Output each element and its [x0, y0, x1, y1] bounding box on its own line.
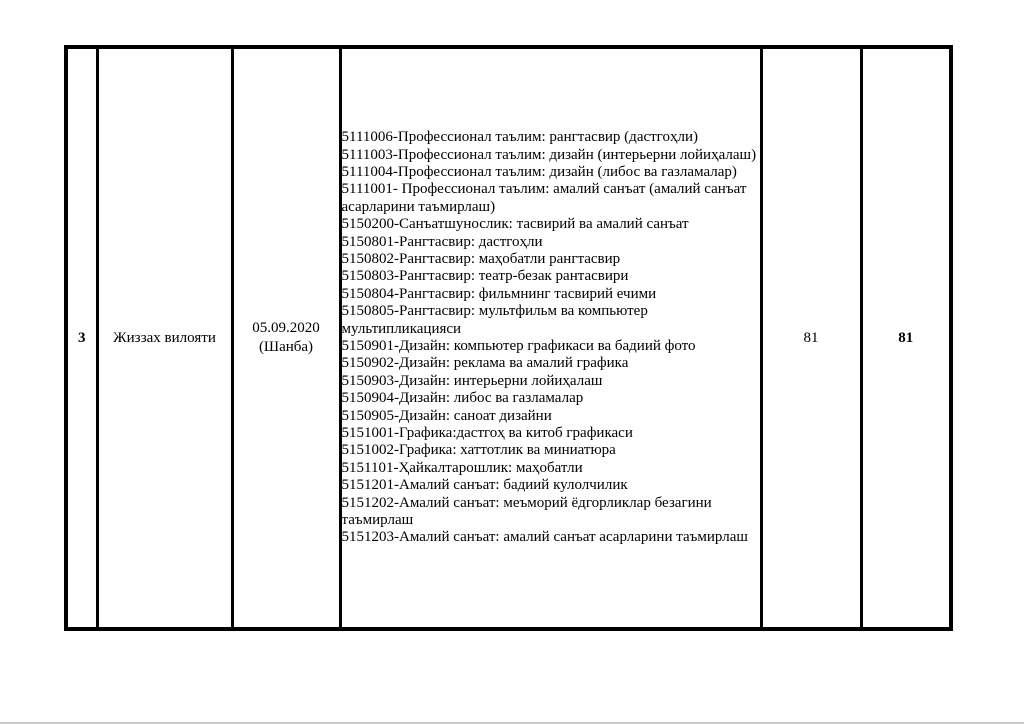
weekday-value: (Шанба) — [258, 339, 314, 355]
program-item: 5111003-Профессионал таълим: дизайн (интерьерни лойиҳалаш) — [341, 146, 757, 163]
program-item: 5150804-Рангтасвир: фильмнинг тасвирий ечими — [341, 285, 657, 302]
program-item: 5151101-Ҳайкалтарошлик: маҳобатли — [341, 459, 583, 476]
program-item: 5150805-Рангтасвир: мультфильм ва компьютер мультипликацияси — [341, 303, 648, 337]
program-item: 5150902-Дизайн: реклама ва амалий графика — [341, 355, 629, 372]
program-item: 5151203-Амалий санъат: амалий санъат асарларини таъмирлаш — [341, 529, 748, 546]
program-item: 5150801-Рангтасвир: дастгоҳли — [341, 233, 543, 250]
program-item: 5111004-Профессионал таълим: дизайн (либос ва газламалар) — [341, 163, 737, 180]
programs-cell — [340, 47, 761, 629]
program-item: 5150802-Рангтасвир: маҳобатли рангтасвир — [341, 250, 621, 267]
program-item: 5150904-Дизайн: либос ва газламалар — [341, 390, 584, 407]
exam-schedule-table-wrap — [64, 45, 951, 631]
program-item: 5111006-Профессионал таълим: рангтасвир (дастгоҳли) — [341, 129, 698, 146]
program-item: 5150901-Дизайн: компьютер графикаси ва бадиий фото — [341, 338, 696, 354]
table-row — [66, 47, 951, 629]
count-bold-cell: 81 — [861, 47, 951, 629]
program-item: 5111001- Профессионал таълим: амалий санъат (амалий санъат асарларини таъмирлаш) — [341, 181, 747, 215]
date-value: 05.09.2020 — [252, 320, 320, 336]
program-item: 5151001-Графика:дастгоҳ ва китоб графикаси — [341, 425, 633, 442]
program-item: 5150803-Рангтасвир: театр-безак рантасвири — [341, 268, 629, 285]
count-cell: 81 — [761, 47, 861, 629]
program-item: 5150905-Дизайн: саноат дизайни — [341, 407, 552, 424]
program-item: 5150903-Дизайн: интерьерни лойиҳалаш — [341, 372, 603, 389]
exam-schedule-table — [64, 45, 953, 631]
program-item: 5151002-Графика: хаттотлик ва миниатюра — [341, 442, 616, 459]
program-item: 5150200-Санъатшунослик: тасвирий ва амалий санъат — [341, 216, 689, 233]
program-item: 5151202-Амалий санъат: меъморий ёдгорликлар безагини таъмирлаш — [341, 494, 712, 529]
region-cell: Жиззах вилояти — [97, 47, 232, 629]
row-number-cell: 3 — [66, 47, 97, 629]
date-cell — [232, 47, 340, 629]
program-item: 5151201-Амалий санъат: бадиий кулолчилик — [341, 477, 628, 494]
